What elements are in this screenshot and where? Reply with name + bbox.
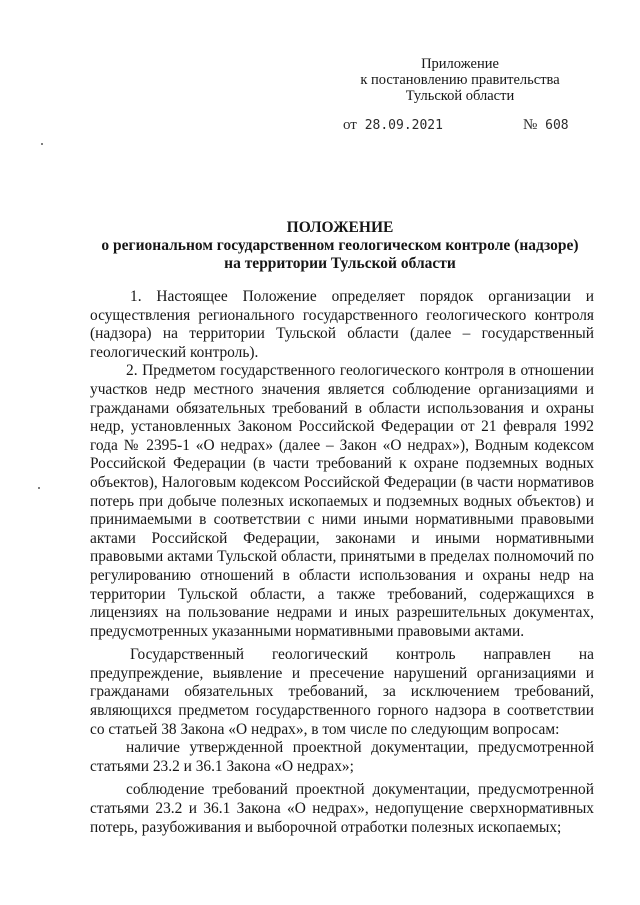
paragraph-2: 2. Предметом государственного геологического контроля в отношении участков недр местного значения является соблюдение организациями и гражданами обязательных требований в области использования и охраны недр, установленных Законом Российской Федерации от 21 февраля 1992 года № 2395-1 «О недрах» (далее – Закон «О недрах»), Водным кодексом Российской Федерации (в части требований к охране подземных водных объектов), Налоговым кодексом Российской Федерации (в части нормативов потерь при добыче полезных ископаемых и подземных водных объектов) и принимаемыми в соответствии с ними иными нормативными правовыми актами Российской Федерации, законами и иными нормативными правовыми актами Тульской области, принятыми в пределах полномочий по регулированию отношений в области использования и охраны недр на территории Тульской области, а также требований, содержащихся в лицензиях на пользование недрами и иных разрешительных документах, предусмотренных указанными нормативными правовыми актами. bbox=[90, 362, 594, 640]
decree-date-value: 28.09.2021 bbox=[364, 118, 443, 133]
paragraph-5: соблюдение требований проектной документации, предусмотренной статьями 23.2 и 36.1 Закона «О недрах», недопущение сверхнормативных потерь, разубоживания и выборочной отработки полезных ископаемых; bbox=[90, 781, 594, 836]
decree-date bbox=[343, 117, 443, 134]
paragraph-3: Государственный геологический контроль направлен на предупреждение, выявление и пресечение нарушений организациями и гражданами обязательных требований, за исключением требований, являющихся предметом государственного горного надзора в соответствии со статьей 38 Закона «О недрах», в том числе по следующим вопросам: bbox=[90, 646, 594, 738]
decree-number bbox=[523, 117, 569, 134]
paragraph-1: 1. Настоящее Положение определяет порядок организации и осуществления регионального государственного геологического контроля (надзора) на территории Тульской области (далее – государственный геологический контроль). bbox=[90, 288, 594, 361]
title-territory: на территории Тульской области bbox=[224, 255, 456, 272]
appendix-reference: к постановлению правительства bbox=[360, 72, 560, 88]
appendix-header bbox=[300, 56, 620, 104]
decree-number-sign: № bbox=[523, 117, 538, 133]
scan-speck bbox=[38, 487, 40, 489]
title-heading: ПОЛОЖЕНИЕ bbox=[286, 219, 394, 236]
paragraph-4: наличие утвержденной проектной документации, предусмотренной статьями 23.2 и 36.1 Закона «О недрах»; bbox=[90, 739, 594, 775]
document-title bbox=[60, 219, 620, 273]
appendix-region: Тульской области bbox=[405, 88, 515, 104]
scan-speck bbox=[41, 143, 43, 145]
decree-date-prefix: от bbox=[343, 117, 357, 133]
document-body bbox=[90, 288, 594, 837]
appendix-title: Приложение bbox=[421, 56, 499, 72]
decree-number-value: 608 bbox=[545, 118, 569, 133]
title-subject: о региональном государственном геологическом контроле (надзоре) bbox=[101, 237, 579, 254]
